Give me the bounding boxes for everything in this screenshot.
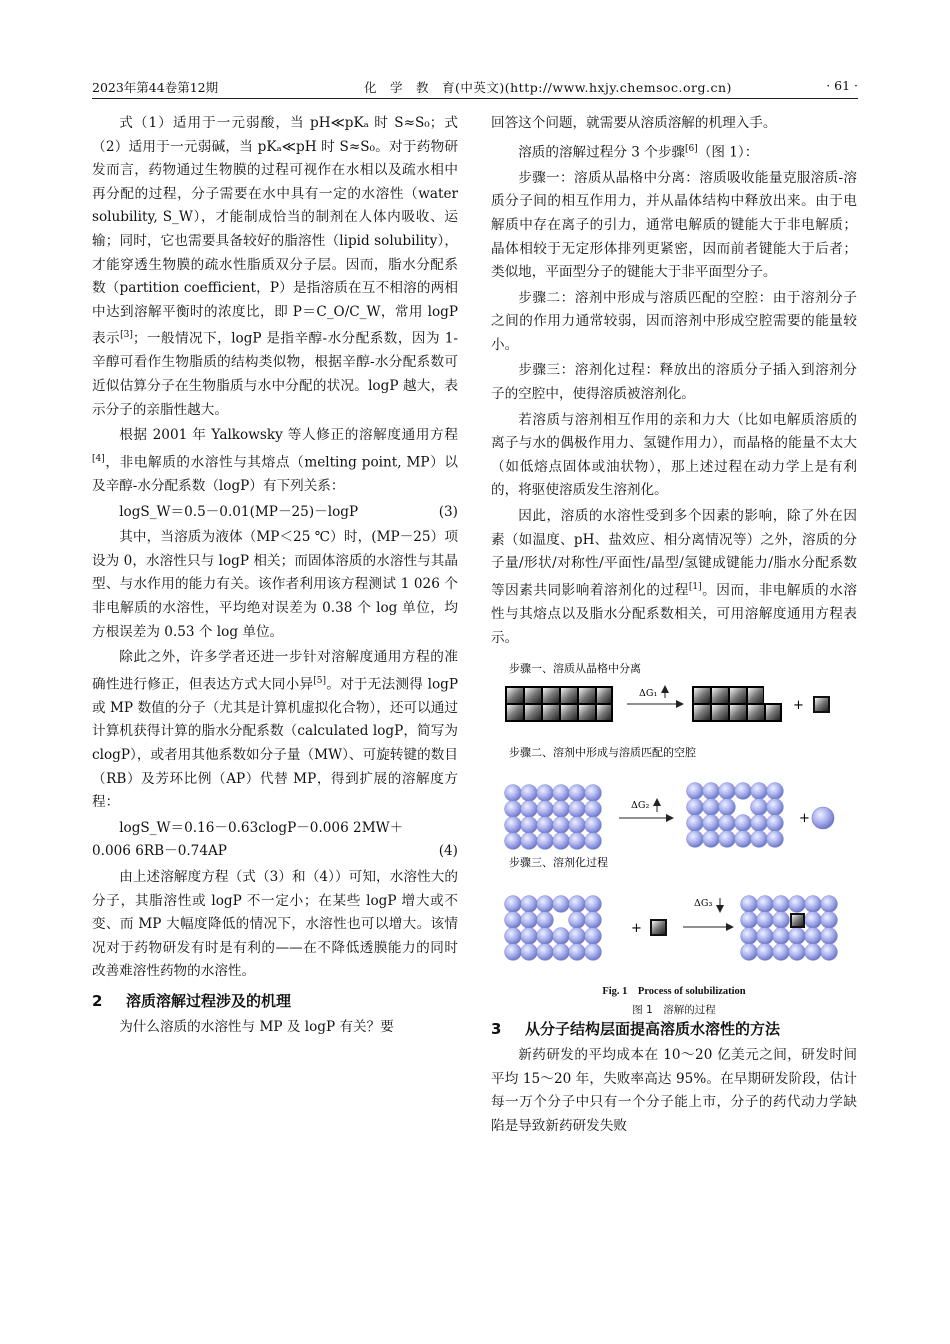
solvent-molecule (553, 801, 570, 818)
step-1-label: 步骤一、溶质从晶格中分离 (509, 662, 641, 676)
solvent-molecule (821, 944, 838, 961)
solvent-molecule (569, 944, 586, 961)
solvent-molecule (767, 783, 784, 800)
solvent-molecule (757, 944, 774, 961)
solvent-molecule (719, 799, 736, 816)
paragraph: 回答这个问题，就需要从溶质溶解的机理入手。 (491, 115, 777, 131)
solvent-molecule (789, 944, 806, 961)
solvent-molecule (585, 817, 602, 834)
solvent-molecule (521, 896, 538, 913)
equation-number: (3) (438, 503, 458, 520)
solvent-molecule (585, 912, 602, 929)
solvent-molecule (687, 831, 704, 848)
solvent-molecule (569, 801, 586, 818)
solvent-molecule (569, 896, 586, 913)
lattice-with-vacancy (692, 686, 782, 722)
solvent-molecule (757, 928, 774, 945)
solvent-molecule (767, 815, 784, 832)
solvent-molecule (735, 831, 752, 848)
solvent-molecule (757, 896, 774, 913)
citation: [4] (92, 453, 105, 464)
citation: [6] (685, 143, 698, 154)
running-header (92, 78, 858, 99)
figure-caption-cn: 图 1 溶解的过程 (632, 1003, 716, 1016)
solvent-molecule (553, 896, 570, 913)
solvent-molecule (553, 944, 570, 961)
solvent-molecule (505, 944, 522, 961)
solvent-molecule (537, 944, 554, 961)
solvent-molecule (687, 815, 704, 832)
solvent-molecule (751, 815, 768, 832)
paragraph: 根据 2001 年 Yalkowsky 等人修正的溶解度通用方程[4]，非电解质的水溶性与其熔点（melting point, MP）以及辛醇-水分配系数（logP）有下列关系： (92, 427, 458, 494)
solvent-molecule (687, 799, 704, 816)
solvent-molecule (553, 785, 570, 802)
solvent-molecule (505, 801, 522, 818)
solvent-molecule (537, 817, 554, 834)
solvent-molecule (805, 944, 822, 961)
equation-4: logS_W＝0.16－0.63clogP－0.006 2MW＋ 0.006 6RB－0.74AP (4) (92, 817, 458, 864)
delta-g2-label: ΔG₂ (631, 800, 650, 812)
solvent-molecule (505, 928, 522, 945)
solvent-molecule (521, 801, 538, 818)
solvent-lattice (505, 785, 602, 850)
solvent-molecule (537, 896, 554, 913)
journal-title: 化 学 教 育(中英文)(http://www.hxjy.chemsoc.org.cn) (364, 80, 732, 95)
solvent-molecule (505, 896, 522, 913)
solvent-with-cavity (505, 896, 602, 961)
paragraph: 溶质的溶解过程分 3 个步骤[6]（图 1）： (518, 143, 759, 161)
solvent-molecule (703, 815, 720, 832)
solvent-molecule (789, 928, 806, 945)
solvent-molecule (569, 928, 586, 945)
right-column (491, 112, 857, 1141)
solvent-molecule (719, 831, 736, 848)
solvent-molecule (553, 928, 570, 945)
solvent-molecule (719, 783, 736, 800)
paragraph: 步骤三：溶剂化过程：释放出的溶质分子插入到溶剂分子的空腔中，使得溶质被溶剂化。 (491, 362, 857, 403)
citation: [1] (688, 581, 702, 592)
solvent-molecule (719, 815, 736, 832)
solvent-molecule (741, 896, 758, 913)
section-heading: 2 溶质溶解过程涉及的机理 (92, 991, 292, 1010)
solvent-molecule (569, 912, 586, 929)
solvent-molecule (821, 912, 838, 929)
step-3-label: 步骤三、溶剂化过程 (509, 856, 608, 870)
solvent-molecule (741, 912, 758, 929)
solvent-molecule (812, 807, 834, 829)
paragraph: 若溶质与溶剂相互作用的亲和力大（比如电解质溶质的离子与水的偶极作用力、氢键作用力），而晶格的能量不太大（如低熔点固体或油状物），那上述过程在动力学上是有利的，将驱使溶质发生溶剂化。 (491, 411, 857, 499)
solubilization-diagram (491, 658, 857, 974)
section-heading: 3 从分子结构层面提高溶质水溶性的方法 (491, 1020, 781, 1039)
paragraph: 除此之外，许多学者还进一步针对溶解度通用方程的准确性进行修正，但表达方式大同小异[5]。对于无法测得 logP 或 MP 数值的分子（尤其是计算机虚拟化合物），还可以通过计算机获得计算的脂水分配系数（calculated logP，简写为 clogP），或者用其他系数如分子量（MW）、可旋转键的数目（RB）及芳环比例（AP）代替 MP，得到扩展的溶解度方程： (92, 649, 459, 811)
solvent-molecule (521, 817, 538, 834)
solvent-molecule (537, 801, 554, 818)
delta-g3-label: ΔG₃ (694, 898, 713, 910)
solvent-molecule (773, 912, 790, 929)
solvent-molecule (537, 785, 554, 802)
solvent-molecule (767, 831, 784, 848)
solvent-molecule (751, 783, 768, 800)
solvent-molecule (521, 928, 538, 945)
solvent-molecule (505, 785, 522, 802)
solvent-molecule (537, 833, 554, 850)
solvent-molecule (505, 817, 522, 834)
plus-sign: + (799, 811, 810, 827)
citation: [3] (120, 330, 133, 341)
solvent-molecule (735, 783, 752, 800)
equation-number: (4) (438, 843, 458, 860)
solvent-molecule (585, 896, 602, 913)
solvent-molecule (569, 833, 586, 850)
solvent-molecule (773, 928, 790, 945)
solvent-molecule (789, 896, 806, 913)
paragraph: 新药研发的平均成本在 10～20 亿美元之间，研发时间平均 15～20 年，失败率高达 95%。在早期研发阶段，估计每一万个分子中只有一个分子能上市，分子的药代动力学缺陷是导致新药研发失败 (491, 1047, 857, 1134)
page-number: · 61 · (826, 78, 858, 93)
solvent-molecule (521, 912, 538, 929)
paragraph: 步骤一：溶质从晶格中分离：溶质吸收能量克服溶质-溶质分子间的相互作用力，并从晶体结构中释放出来。由于电解质中存在离子的引力，通常电解质的键能大于非电解质；晶体相较于无定形体排列更紧密，因而前者键能大于后者；类似地，平面型分子的键能大于非平面型分子。 (491, 169, 857, 281)
figure-caption-en: Fig. 1 Process of solubilization (602, 985, 746, 997)
solvent-molecule (741, 928, 758, 945)
solvent-molecule (537, 912, 554, 929)
solvent-molecule (687, 783, 704, 800)
solvent-molecule (585, 944, 602, 961)
solvent-molecule (703, 783, 720, 800)
citation: [5] (313, 675, 327, 686)
solvent-molecule (821, 896, 838, 913)
solvent-molecule (821, 928, 838, 945)
solvent-molecule (703, 831, 720, 848)
solvent-molecule (553, 817, 570, 834)
solvent-molecule (751, 799, 768, 816)
solvent-molecule (521, 785, 538, 802)
left-column (92, 112, 458, 1042)
solvent-molecule (757, 912, 774, 929)
paragraph: 式（1）适用于一元弱酸，当 pH≪pKₐ 时 S≈S₀；式（2）适用于一元弱碱，当 pKₐ≪pH 时 S≈S₀。对于药物研发而言，药物通过生物膜的过程可视作在水相以及疏水相中再分配的过程，分子需要在水中具有一定的水溶性（water solubility, S_W），才能制成恰当的制剂在人体内吸收、运输；同时，它也需要具备较好的脂溶性（lipid solubility），才能穿透生物膜的疏水性脂质双分子层。因而，脂水分配系数（partition coefficient，P）是指溶质在互不相溶的两相中达到溶解平衡时的浓度比，即 P＝C_O/C_W，常用 logP 表示[3]；一般情况下，logP 是指辛醇-水分配系数，因为 1-辛醇可看作生物脂质的结构类似物，根据辛醇-水分配系数可近似估算分子在生物脂质与水中分配的状况。logP 越大，表示分子的亲脂性越大。 (92, 115, 459, 418)
solvent-molecule (751, 831, 768, 848)
solvent-molecule (773, 944, 790, 961)
solvent-with-cavity (687, 783, 784, 848)
paragraph: 步骤二：溶剂中形成与溶质匹配的空腔：由于溶剂分子之间的作用力通常较弱，因而溶剂中形成空腔需要的能量较小。 (491, 289, 857, 353)
solvent-molecule (585, 785, 602, 802)
journal-issue: 2023年第44卷第12期 (92, 80, 219, 95)
solvent-molecule (505, 912, 522, 929)
solvent-molecule (585, 833, 602, 850)
solvent-molecule (569, 785, 586, 802)
solvent-molecule (585, 801, 602, 818)
solvent-molecule (585, 928, 602, 945)
solvent-molecule (521, 833, 538, 850)
solvent-molecule (553, 833, 570, 850)
delta-g1-label: ΔG₁ (639, 688, 658, 700)
solvent-molecule (741, 944, 758, 961)
solvent-molecule (703, 799, 720, 816)
paragraph: 因此，溶质的水溶性受到多个因素的影响，除了外在因素（如温度、pH、盐效应、相分离情况等）之外，溶质的分子量/形状/对称性/平面性/晶型/氢键成键能力/脂水分配系数等因素共同影响着溶剂化的过程[1]。因而，非电解质的水溶性与其熔点以及脂水分配系数相关，可用溶解度通用方程表示。 (491, 508, 858, 646)
solvent-molecule (773, 896, 790, 913)
solvent-molecule (805, 896, 822, 913)
solvent-molecule (569, 817, 586, 834)
paragraph: 由上述溶解度方程（式（3）和（4））可知，水溶性大的分子，其脂溶性或 logP 不一定小；在某些 logP 增大或不变、而 MP 大幅度降低的情况下，水溶性也可以增大。该情况对于药物研发有时是有利的——在不降低透膜能力的同时改善难溶性药物的水溶性。 (92, 869, 458, 980)
crystal-lattice (505, 686, 613, 722)
solvated-solute (741, 896, 838, 961)
paragraph: 为什么溶质的水溶性与 MP 及 logP 有关？要 (119, 1018, 394, 1035)
step-2-label: 步骤二、溶剂中形成与溶质匹配的空腔 (509, 746, 696, 760)
solvent-molecule (767, 799, 784, 816)
paragraph: 其中，当溶质为液体（MP＜25 ℃）时，(MP－25）项设为 0，水溶性只与 logP 相关；而固体溶质的水溶性与其晶型、与水作用的能力有关。该作者利用该方程测试 1 026 个非电解质的水溶性，平均绝对误差为 0.38 个 log 单位，均方根误差为 0.53 个 log 单位。 (92, 529, 458, 640)
solvent-molecule (805, 928, 822, 945)
solvent-molecule (735, 815, 752, 832)
figure-1 (491, 658, 857, 1016)
plus-sign: + (793, 698, 804, 714)
solvent-molecule (521, 944, 538, 961)
plus-sign: + (631, 921, 642, 937)
solvent-molecule (805, 912, 822, 929)
solvent-molecule (505, 833, 522, 850)
solvent-molecule (537, 928, 554, 945)
equation-3: logS_W＝0.5－0.01(MP－25)－logP (3) (92, 501, 458, 525)
